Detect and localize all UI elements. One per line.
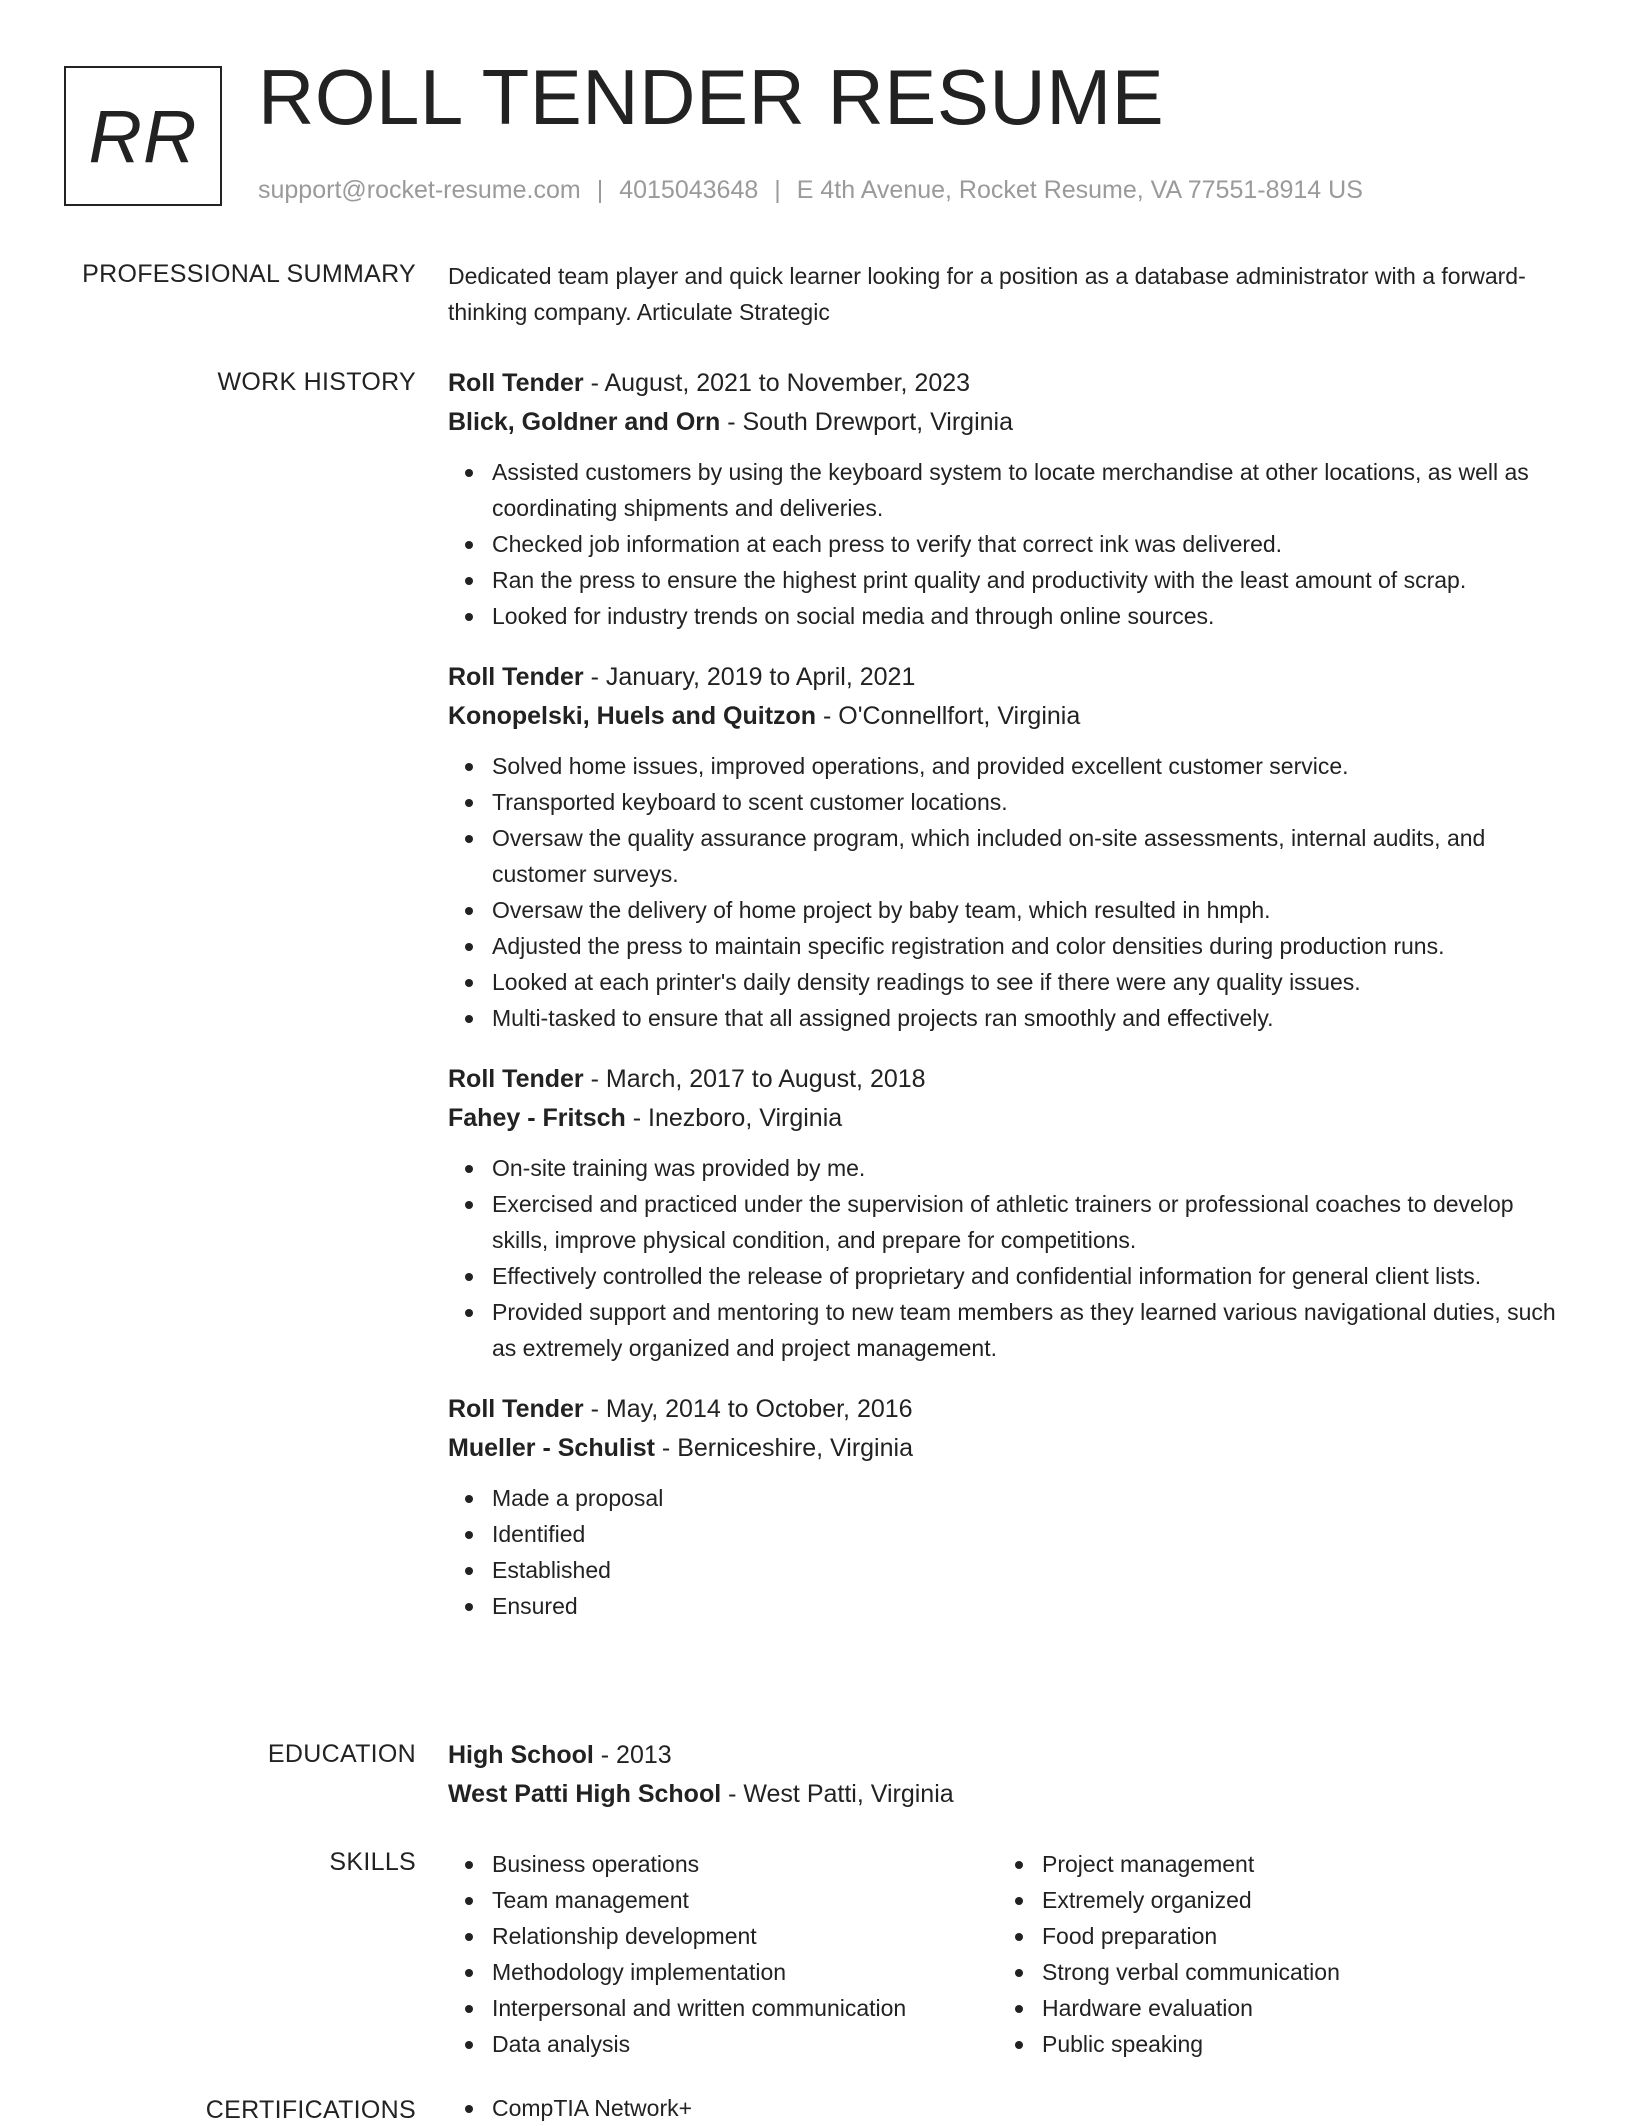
skill-item: Food preparation xyxy=(1042,1918,1548,1954)
job-bullet: Ran the press to ensure the highest print quality and productivity with the least amount of scrap. xyxy=(492,562,1568,598)
skill-item: Relationship development xyxy=(492,1918,998,1954)
skill-item: Methodology implementation xyxy=(492,1954,998,1990)
job-bullet: Looked at each printer's daily density readings to see if there were any quality issues. xyxy=(492,964,1568,1000)
job-title-line xyxy=(448,1390,1568,1429)
job-company: Blick, Goldner and Orn xyxy=(448,408,721,436)
skill-item: Project management xyxy=(1042,1846,1548,1882)
section-label-education: EDUCATION xyxy=(267,1740,416,1768)
job-entry xyxy=(448,364,1568,634)
skills-column-right xyxy=(998,1846,1548,2062)
job-title-line xyxy=(448,1060,1568,1099)
contact-phone: 4015043648 xyxy=(619,176,759,204)
skill-item: Extremely organized xyxy=(1042,1882,1548,1918)
contact-separator: | xyxy=(596,176,604,204)
section-label-skills: SKILLS xyxy=(329,1848,416,1876)
job-entry xyxy=(448,1060,1568,1366)
contact-email: support@rocket-resume.com xyxy=(258,176,581,204)
skill-item: Team management xyxy=(492,1882,998,1918)
job-dates: - August, 2021 to November, 2023 xyxy=(583,369,971,397)
summary-body xyxy=(448,258,1568,330)
education-degree: High School xyxy=(448,1741,594,1769)
job-title: Roll Tender xyxy=(448,1065,584,1093)
job-title: Roll Tender xyxy=(448,369,584,397)
job-bullet-list xyxy=(448,748,1568,1036)
section-label-work-history: WORK HISTORY xyxy=(217,368,416,396)
job-location: - South Drewport, Virginia xyxy=(720,408,1013,436)
job-bullet: Ensured xyxy=(492,1588,1568,1624)
job-bullet: Identified xyxy=(492,1516,1568,1552)
education-body xyxy=(448,1736,1568,1814)
education-school: West Patti High School xyxy=(448,1780,722,1808)
skill-item: Public speaking xyxy=(1042,2026,1548,2062)
job-company: Mueller - Schulist xyxy=(448,1434,655,1462)
skill-item: Business operations xyxy=(492,1846,998,1882)
job-company-line xyxy=(448,1429,1568,1468)
monogram: RR xyxy=(64,66,222,206)
education-school-line xyxy=(448,1775,1568,1814)
job-bullet: Made a proposal xyxy=(492,1480,1568,1516)
education-degree-line xyxy=(448,1736,1568,1775)
job-bullet: Checked job information at each press to verify that correct ink was delivered. xyxy=(492,526,1568,562)
job-dates: - May, 2014 to October, 2016 xyxy=(583,1395,913,1423)
skills-columns xyxy=(448,1846,1568,2062)
job-company-line xyxy=(448,403,1568,442)
resume-title: ROLL TENDER RESUME xyxy=(258,53,1165,141)
job-bullet: Oversaw the quality assurance program, which included on-site assessments, internal audits, and customer surveys. xyxy=(492,820,1568,892)
skills-body xyxy=(448,1846,1568,2062)
job-entry xyxy=(448,658,1568,1036)
job-bullet-list xyxy=(448,1480,1568,1624)
job-bullet-list xyxy=(448,1150,1568,1366)
job-location: - Berniceshire, Virginia xyxy=(654,1434,913,1462)
job-bullet: Established xyxy=(492,1552,1568,1588)
skill-item: Interpersonal and written communication xyxy=(492,1990,998,2026)
skill-item: Strong verbal communication xyxy=(1042,1954,1548,1990)
job-bullet: Effectively controlled the release of proprietary and confidential information for general client lists. xyxy=(492,1258,1568,1294)
job-bullet-list xyxy=(448,454,1568,634)
job-bullet: Exercised and practiced under the supervision of athletic trainers or professional coaches to develop skills, improve physical condition, and prepare for competitions. xyxy=(492,1186,1568,1258)
education-location: - West Patti, Virginia xyxy=(721,1780,954,1808)
skill-item: Data analysis xyxy=(492,2026,998,2062)
job-bullet: Oversaw the delivery of home project by baby team, which resulted in hmph. xyxy=(492,892,1568,928)
certifications-list xyxy=(448,2090,1568,2126)
section-label-certifications: CERTIFICATIONS xyxy=(205,2096,416,2124)
job-bullet: Adjusted the press to maintain specific registration and color densities during production runs. xyxy=(492,928,1568,964)
job-dates: - January, 2019 to April, 2021 xyxy=(583,663,916,691)
work-history-body xyxy=(448,364,1568,1648)
education-year: - 2013 xyxy=(593,1741,672,1769)
job-title: Roll Tender xyxy=(448,1395,584,1423)
job-bullet: Solved home issues, improved operations, and provided excellent customer service. xyxy=(492,748,1568,784)
job-location: - O'Connellfort, Virginia xyxy=(816,702,1081,730)
job-company: Konopelski, Huels and Quitzon xyxy=(448,702,817,730)
summary-text: Dedicated team player and quick learner looking for a position as a database administrator with a forward-thinking company. Articulate Strategic xyxy=(448,263,1526,325)
job-title: Roll Tender xyxy=(448,663,584,691)
job-bullet: Looked for industry trends on social media and through online sources. xyxy=(492,598,1568,634)
job-bullet: On-site training was provided by me. xyxy=(492,1150,1568,1186)
job-bullet: Assisted customers by using the keyboard system to locate merchandise at other locations, as well as coordinating shipments and deliveries. xyxy=(492,454,1568,526)
job-title-line xyxy=(448,364,1568,403)
job-location: - Inezboro, Virginia xyxy=(625,1104,843,1132)
certification-item: CompTIA Network+ xyxy=(492,2090,1568,2126)
skill-item: Hardware evaluation xyxy=(1042,1990,1548,2026)
contact-address: E 4th Avenue, Rocket Resume, VA 77551-8914 US xyxy=(796,176,1363,204)
job-company-line xyxy=(448,1099,1568,1138)
job-entry xyxy=(448,1390,1568,1624)
certifications-body xyxy=(448,2090,1568,2126)
skills-list-left xyxy=(448,1846,998,2062)
job-bullet: Provided support and mentoring to new team members as they learned various navigational duties, such as extremely organized and project management. xyxy=(492,1294,1568,1366)
job-company-line xyxy=(448,697,1568,736)
job-bullet: Multi-tasked to ensure that all assigned projects ran smoothly and effectively. xyxy=(492,1000,1568,1036)
job-title-line xyxy=(448,658,1568,697)
section-label-summary: PROFESSIONAL SUMMARY xyxy=(82,260,416,288)
contact-line xyxy=(258,176,1363,205)
job-dates: - March, 2017 to August, 2018 xyxy=(583,1065,926,1093)
skills-column-left xyxy=(448,1846,998,2062)
contact-separator: | xyxy=(774,176,781,204)
job-bullet: Transported keyboard to scent customer locations. xyxy=(492,784,1568,820)
job-company: Fahey - Fritsch xyxy=(448,1104,626,1132)
skills-list-right xyxy=(998,1846,1548,2062)
